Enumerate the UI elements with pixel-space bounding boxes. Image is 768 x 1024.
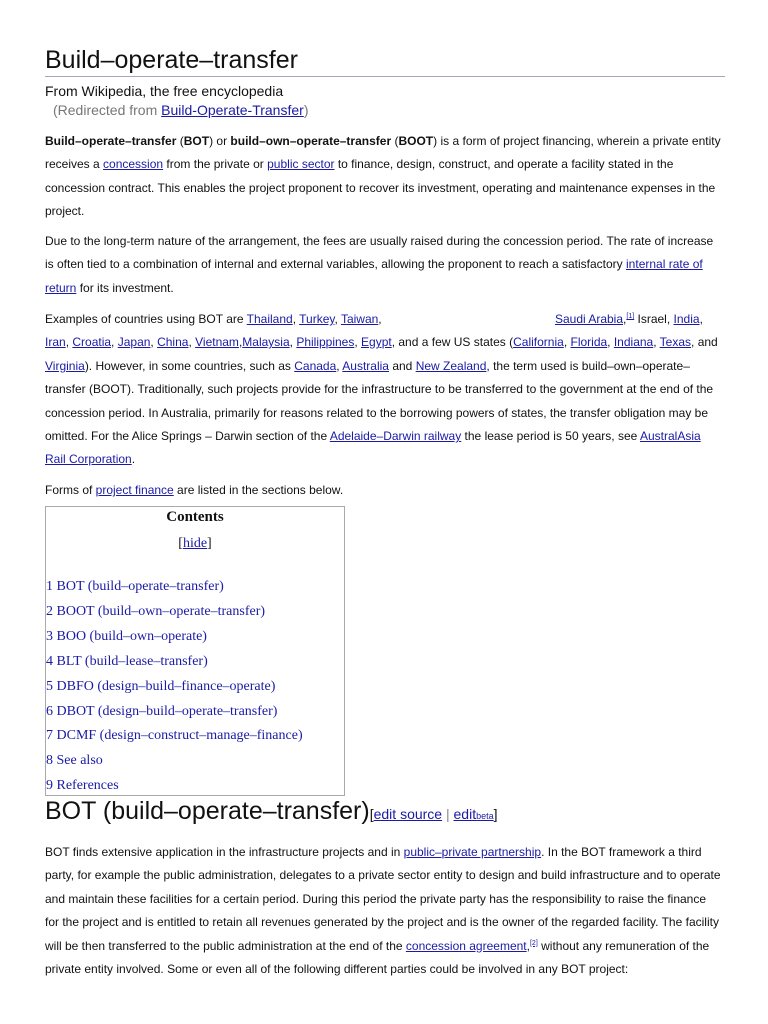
project-finance-link[interactable]: project finance [95, 483, 174, 497]
redirect-notice: (Redirected from Build-Operate-Transfer) [53, 102, 309, 118]
egypt-link[interactable]: Egypt [361, 335, 392, 350]
toc-item-link[interactable]: 8 [46, 753, 53, 769]
toc-item[interactable] [46, 700, 303, 725]
toc-item-label[interactable]: DBOT (design–build–operate–transfer) [56, 703, 278, 719]
toc-item-label[interactable]: BLT (build–lease–transfer) [56, 653, 208, 669]
iran-link[interactable]: Iran [45, 335, 66, 350]
toc-list [46, 575, 303, 799]
irr-link[interactable]: internal rate of return [45, 257, 703, 295]
toc-title: Contents [166, 509, 224, 525]
reference-1[interactable]: [1] [626, 313, 635, 320]
toc-item[interactable] [46, 575, 303, 600]
redirect-link[interactable]: Build-Operate-Transfer [161, 102, 304, 118]
toc-item-link[interactable]: 6 [46, 703, 53, 719]
edit-link[interactable]: editbeta [453, 806, 494, 822]
reference-2[interactable]: [2] [529, 939, 538, 947]
toc-item-link[interactable]: 7 [46, 728, 53, 744]
toc-item-link[interactable]: 9 [46, 778, 53, 794]
toc-item-label[interactable]: BOT (build–operate–transfer) [56, 579, 224, 594]
toc-item[interactable] [46, 724, 303, 749]
philippines-link[interactable]: Philippines [296, 335, 355, 350]
intro-paragraph-2: Due to the long-term nature of the arrangement, the fees are usually raised during the concession period. The rate of increase is often tied to a combination of internal and external variables, allowing the proponent to reach a satisfactory internal rate of return for its investment. [45, 234, 714, 295]
virginia-link[interactable]: Virginia [45, 358, 85, 373]
intro-paragraph-1: Build–operate–transfer (BOT) or build–own–operate–transfer (BOOT) is a form of project financing, wherein a private entity receives a concession from the private or public sector to finance, design, construct, and operate a facility stated in the concession contract. This enables the project proponent to recover its investment, operating and maintenance expenses in the project. [45, 134, 721, 219]
china-link[interactable]: China [157, 335, 189, 350]
toc-item[interactable] [46, 650, 303, 675]
concession-agreement-link[interactable]: concession agreement [405, 938, 527, 953]
toc-item-link[interactable]: 2 [46, 603, 53, 619]
toc-item-label[interactable]: References [56, 778, 119, 794]
table-of-contents [45, 506, 345, 796]
edit-source-link[interactable]: edit source [373, 806, 443, 822]
toc-item[interactable] [46, 600, 303, 625]
adelaide-darwin-railway-link[interactable]: Adelaide–Darwin railway [329, 429, 462, 444]
saudi-arabia-link[interactable]: Saudi Arabia [554, 312, 624, 326]
intro-paragraph-4: Forms of project finance are listed in the sections below. [45, 483, 344, 497]
australia-link[interactable]: Australia [342, 358, 389, 373]
toc-item-link[interactable]: 5 [46, 678, 53, 694]
india-link[interactable]: India [673, 312, 700, 326]
taiwan-link[interactable]: Taiwan [340, 312, 379, 326]
japan-link[interactable]: Japan [117, 335, 151, 350]
malaysia-link[interactable]: Malaysia [242, 335, 290, 350]
indiana-link[interactable]: Indiana [613, 335, 654, 350]
toc-item-label[interactable]: BOOT (build–own–operate–transfer) [56, 603, 266, 619]
toc-item-link[interactable]: 1 [46, 579, 53, 594]
toc-hide-link[interactable]: hide [182, 536, 208, 551]
vietnam-link[interactable]: Vietnam [195, 335, 239, 350]
toc-toggle: [hide] [178, 536, 212, 551]
toc-item-label[interactable]: See also [56, 753, 103, 769]
florida-link[interactable]: Florida [570, 335, 608, 350]
australasia-rail-link[interactable]: AustralAsia Rail Corporation [45, 429, 701, 467]
turkey-link[interactable]: Turkey [299, 312, 335, 326]
section-heading-bot: BOT (build–operate–transfer)[edit source | editbeta] [45, 797, 498, 825]
toc-item[interactable] [46, 625, 303, 650]
section-edit-links: [edit source | editbeta] [369, 806, 498, 822]
california-link[interactable]: California [513, 335, 564, 350]
toc-item[interactable] [46, 675, 303, 700]
concession-link[interactable]: concession [103, 157, 164, 172]
toc-item-link[interactable]: 4 [46, 653, 53, 669]
canada-link[interactable]: Canada [294, 358, 337, 373]
croatia-link[interactable]: Croatia [72, 335, 112, 350]
ppp-link[interactable]: public–private partnership [403, 845, 542, 859]
intro-paragraph-3: Examples of countries using BOT are Thailand, Turkey, Taiwan, Saudi Arabia,[1] Israel, India, Iran, Croatia, Japan, China, Vietnam,Malaysia, Philippines, Egypt, and a few US states (California, Florida, Indiana, Texas, and Virginia). However, in some countries, such as Canada, Australia and New Zealand, the term used is build–own–operate–transfer (BOOT). Traditionally, such projects provide for the infrastructure to be transferred to the government at the end of the concession period. In Australia, primarily for reasons related to the borrowing powers of states, the transfer obligation may be omitted. For the Alice Springs – Darwin section of the Adelaide–Darwin railway the lease period is 50 years, see AustralAsia Rail Corporation. [45, 312, 718, 467]
toc-item-label[interactable]: BOO (build–own–operate) [56, 628, 207, 644]
thailand-link[interactable]: Thailand [246, 312, 293, 326]
public-sector-link[interactable]: public sector [267, 157, 335, 172]
page-title: Build–operate–transfer [45, 45, 725, 77]
toc-item[interactable] [46, 749, 303, 774]
bot-paragraph: BOT finds extensive application in the infrastructure projects and in public–private partnership. In the BOT framework a third party, for example the public administration, delegates to a private sector entity to design and build infrastructure and to operate and maintain these facilities for a certain period. During this period the private party has the responsibility to raise the finance for the project and is entitled to retain all revenues generated by the project and is the owner of the regarded facility. The facility will be then transferred to the public administration at the end of the concession agreement,[2] without any remuneration of the private entity involved. Some or even all of the following different parties could be involved in any BOT project: [45, 845, 721, 977]
toc-item-label[interactable]: DCMF (design–construct–manage–finance) [56, 728, 303, 744]
site-tagline: From Wikipedia, the free encyclopedia [45, 83, 284, 99]
new-zealand-link[interactable]: New Zealand [415, 358, 487, 373]
toc-item-link[interactable]: 3 [46, 628, 53, 644]
toc-item-label[interactable]: DBFO (design–build–finance–operate) [56, 678, 276, 694]
texas-link[interactable]: Texas [659, 335, 692, 350]
